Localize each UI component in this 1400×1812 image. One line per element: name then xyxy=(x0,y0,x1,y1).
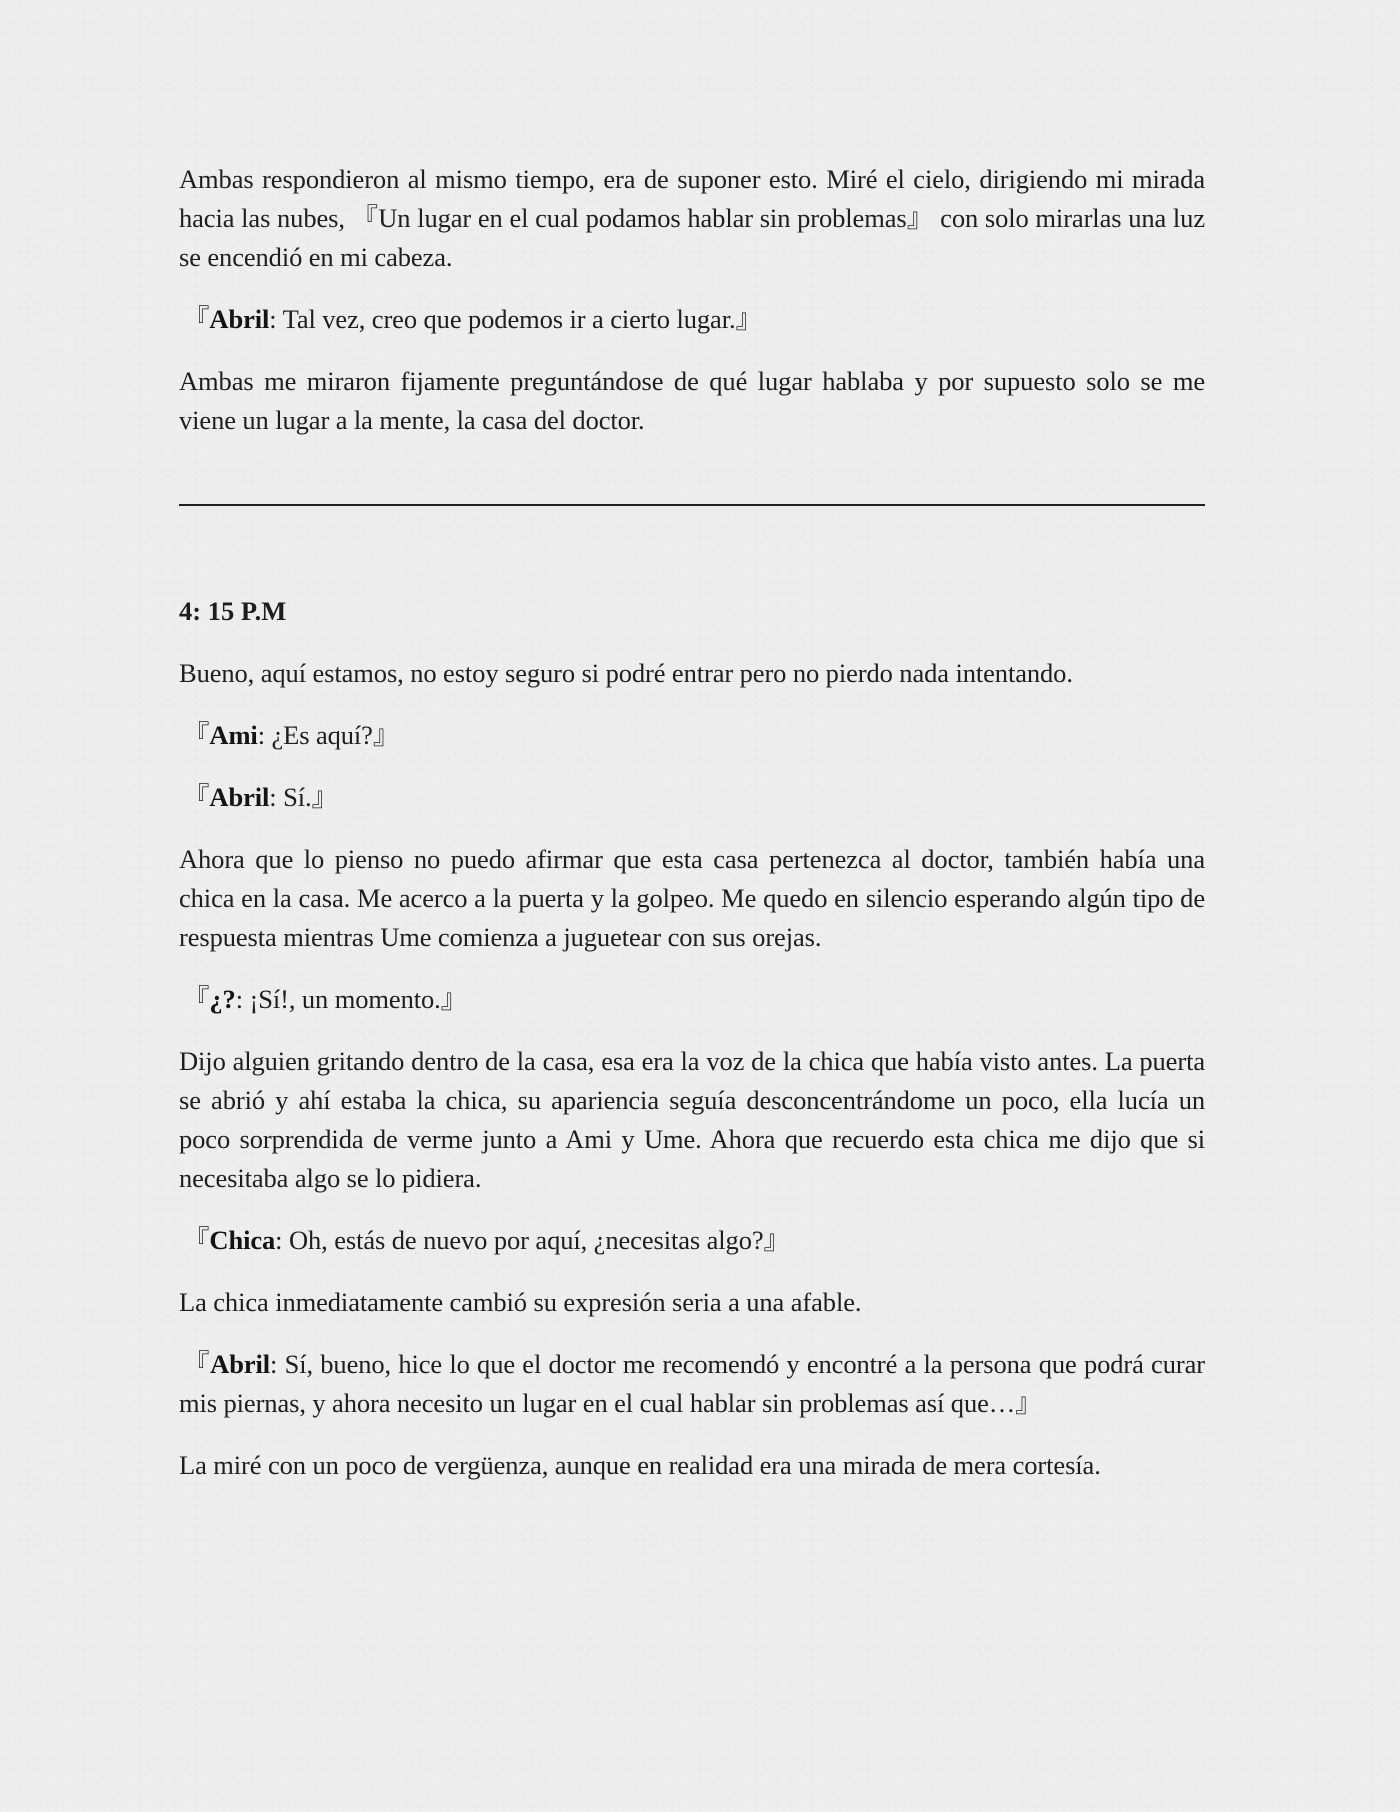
dialog-line-abril xyxy=(179,1345,1205,1423)
open-quote: 『 xyxy=(183,304,210,334)
paragraph: Ambas me miraron fijamente preguntándose de qué lugar hablaba y por supuesto solo se me viene un lugar a la mente, la casa del doctor. xyxy=(179,366,1205,435)
speaker-name: ¿? xyxy=(209,984,236,1014)
dialog-text: : Sí, bueno, hice lo que el doctor me recomendó y encontré a la persona que podrá curar mis piernas, y ahora necesito un lugar en el cual hablar sin problemas así que… xyxy=(179,1349,1205,1418)
open-quote: 『 xyxy=(183,782,210,812)
dialog-line-abril xyxy=(179,778,1205,817)
dialog-text: : ¡Sí!, un momento. xyxy=(235,984,441,1014)
paragraph: La chica inmediatamente cambió su expresión seria a una afable. xyxy=(179,1287,862,1317)
dialog-line-abril xyxy=(179,300,1205,339)
close-quote: 』 xyxy=(1015,1388,1042,1418)
dialog-text: : Oh, estás de nuevo por aquí, ¿necesitas algo? xyxy=(275,1225,764,1255)
dialog-line-ami xyxy=(179,716,1205,755)
paragraph: Ahora que lo pienso no puedo afirmar que esta casa pertenezca al doctor, también había una chica en la casa. Me acerco a la puerta y la golpeo. Me quedo en silencio esperando algún tipo de respuesta mientras Ume comienza a juguetear con sus orejas. xyxy=(179,844,1205,952)
dialog-line-chica xyxy=(179,1221,1205,1260)
dialog-text: : Tal vez, creo que podemos ir a cierto lugar. xyxy=(269,304,736,334)
close-quote: 』 xyxy=(763,1225,790,1255)
section-divider xyxy=(179,504,1205,506)
dialog-text: : ¿Es aquí? xyxy=(257,720,373,750)
close-quote: 』 xyxy=(372,720,400,750)
speaker-name: Ami xyxy=(209,720,258,750)
dialog-text: : Sí. xyxy=(269,782,312,812)
open-quote: 『 xyxy=(183,1225,210,1255)
close-quote: 』 xyxy=(735,304,762,334)
open-quote: 『 xyxy=(183,984,210,1014)
speaker-name: Abril xyxy=(209,304,270,334)
open-quote: 『 xyxy=(183,1349,211,1379)
document-page xyxy=(179,160,1205,1508)
paragraph: La miré con un poco de vergüenza, aunque en realidad era una mirada de mera cortesía. xyxy=(179,1450,1101,1480)
speaker-name: Abril xyxy=(210,1349,271,1379)
paragraph: Ambas respondieron al mismo tiempo, era de suponer esto. Miré el cielo, dirigiendo mi mirada hacia las nubes, 『Un lugar en el cual podamos hablar sin problemas』 con solo mirarlas una luz se encendió en mi cabeza. xyxy=(179,164,1205,272)
dialog-line-unknown xyxy=(179,980,1205,1019)
open-quote: 『 xyxy=(183,720,210,750)
speaker-name: Chica xyxy=(209,1225,276,1255)
scene-timestamp: 4: 15 P.M xyxy=(179,596,287,626)
close-quote: 』 xyxy=(311,782,338,812)
close-quote: 』 xyxy=(440,984,468,1014)
paragraph: Bueno, aquí estamos, no estoy seguro si podré entrar pero no pierdo nada intentando. xyxy=(179,658,1073,688)
paragraph: Dijo alguien gritando dentro de la casa, esa era la voz de la chica que había visto antes. La puerta se abrió y ahí estaba la chica, su apariencia seguía desconcentrándome un poco, ella lucía un poco sorprendida de verme junto a Ami y Ume. Ahora que recuerdo esta chica me dijo que si necesitaba algo se lo pidiera. xyxy=(179,1046,1205,1193)
speaker-name: Abril xyxy=(209,782,270,812)
